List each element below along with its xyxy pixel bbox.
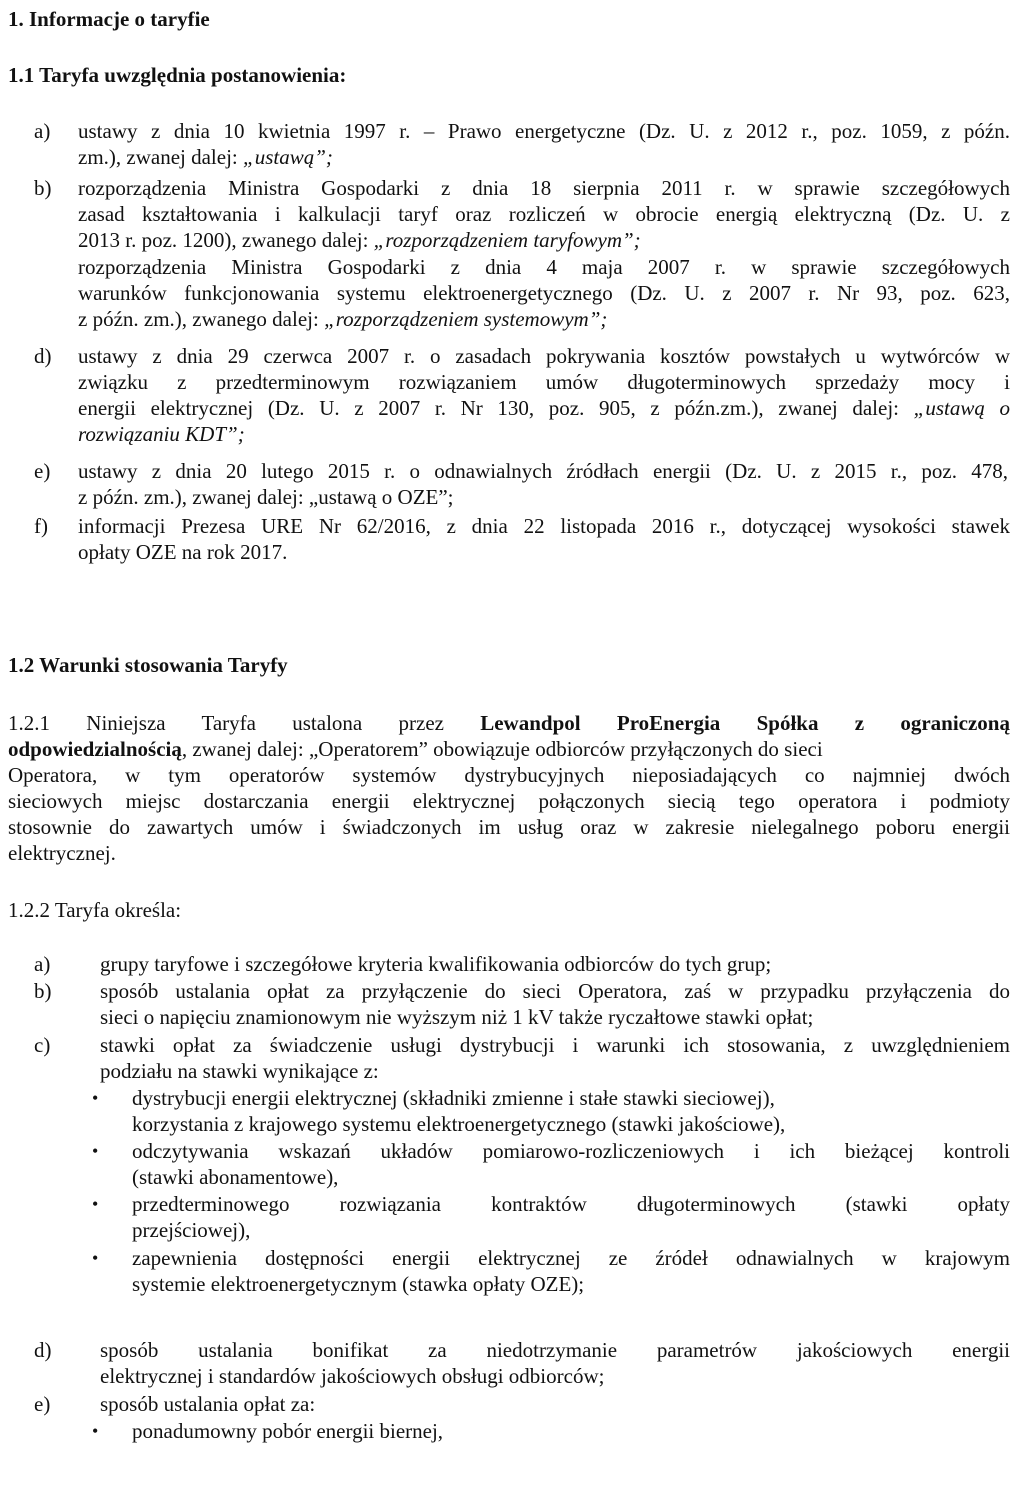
list-marker: b)	[34, 176, 52, 200]
bullet-line: przedterminowego rozwiązania kontraktów długoterminowych (stawki opłaty	[132, 1192, 1010, 1216]
paragraph-line: sieciowych miejsc dostarczania energii elektrycznej połączonych siecią tego operatora i podmioty	[8, 789, 1010, 813]
list-item-line: energii elektrycznej (Dz. U. z 2007 r. Nr 130, poz. 905, z późn.zm.), zwanej dalej: „ustawą o	[78, 396, 1010, 420]
list-item-line: ustawy z dnia 20 lutego 2015 r. o odnawialnych źródłach energii (Dz. U. z 2015 r., poz. 478,	[78, 459, 1008, 483]
bullet-line: systemie elektroenergetycznym (stawka opłaty OZE);	[132, 1272, 585, 1296]
bullet-icon: •	[92, 1088, 99, 1108]
defined-term: „rozporządzeniem taryfowym”;	[373, 228, 641, 252]
bullet-line: (stawki abonamentowe),	[132, 1165, 339, 1189]
bullet-line: korzystania z krajowego systemu elektroenergetycznego (stawki jakościowe),	[132, 1112, 786, 1136]
defined-term: „ustawą o	[913, 396, 1010, 420]
bullet-icon: •	[92, 1194, 99, 1214]
list-item-line: grupy taryfowe i szczegółowe kryteria kwalifikowania odbiorców do tych grup;	[100, 952, 772, 976]
bullet-icon: •	[92, 1248, 99, 1268]
operator-name: Lewandpol ProEnergia Spółka z ograniczoną	[480, 711, 1010, 735]
defined-term: „rozporządzeniem systemowym”;	[324, 307, 608, 331]
list-item-line: ustawy z dnia 29 czerwca 2007 r. o zasadach pokrywania kosztów powstałych u wytwórców w	[78, 344, 1010, 368]
list-item-line: z późn. zm.), zwanego dalej: „rozporządzeniem systemowym”;	[78, 307, 608, 331]
list-item-line: sieci o napięciu znamionowym nie wyższym niż 1 kV także ryczałtowe stawki opłat;	[100, 1005, 814, 1029]
list-item-line: rozporządzenia Ministra Gospodarki z dnia 4 maja 2007 r. w sprawie szczegółowych	[78, 255, 1010, 279]
list-item-line: 2013 r. poz. 1200), zwanego dalej: „rozporządzeniem taryfowym”;	[78, 228, 641, 252]
list-item-line: związku z przedterminowym rozwiązaniem umów długoterminowych sprzedaży mocy i	[78, 370, 1010, 394]
section-heading-1: 1. Informacje o taryfie	[8, 7, 210, 31]
list-marker: f)	[34, 514, 48, 538]
paragraph-lead: 1.2.2 Taryfa określa:	[8, 898, 182, 922]
section-heading-1-2: 1.2 Warunki stosowania Taryfy	[8, 653, 288, 677]
operator-name-cont: odpowiedzialnością	[8, 737, 182, 761]
list-item-line: informacji Prezesa URE Nr 62/2016, z dnia 22 listopada 2016 r., dotyczącej wysokości stawek	[78, 514, 1010, 538]
list-item-line: sposób ustalania opłat za przyłączenie do sieci Operatora, zaś w przypadku przyłączenia do	[100, 979, 1010, 1003]
paragraph-line: Operatora, w tym operatorów systemów dystrybucyjnych nieposiadających co najmniej dwóch	[8, 763, 1010, 787]
list-item-line: rozwiązaniu KDT”;	[78, 422, 245, 446]
list-item-line: sposób ustalania opłat za:	[100, 1392, 316, 1416]
list-marker: e)	[34, 459, 51, 483]
list-marker: d)	[34, 344, 52, 368]
bullet-line: odczytywania wskazań układów pomiarowo-rozliczeniowych i ich bieżącej kontroli	[132, 1139, 1010, 1163]
bullet-line: ponadumowny pobór energii biernej,	[132, 1419, 444, 1443]
defined-term: „ustawą”;	[243, 145, 333, 169]
list-marker: a)	[34, 119, 51, 143]
paragraph-line: odpowiedzialnością, zwanej dalej: „Operatorem” obowiązuje odbiorców przyłączonych do sieci	[8, 737, 823, 761]
list-item-line: elektrycznej i standardów jakościowych obsługi odbiorców;	[100, 1364, 605, 1388]
section-heading-1-1: 1.1 Taryfa uwzględnia postanowienia:	[8, 63, 347, 87]
list-item-line: opłaty OZE na rok 2017.	[78, 540, 288, 564]
list-marker: d)	[34, 1338, 52, 1362]
list-marker: c)	[34, 1033, 51, 1057]
paragraph-line: stosownie do zawartych umów i świadczonych im usług oraz w zakresie nielegalnego poboru energii	[8, 815, 1010, 839]
list-item-line: z późn. zm.), zwanej dalej: „ustawą o OZE”;	[78, 485, 454, 509]
list-item-line: sposób ustalania bonifikat za niedotrzymanie parametrów jakościowych energii	[100, 1338, 1010, 1362]
list-item-line: rozporządzenia Ministra Gospodarki z dnia 18 sierpnia 2011 r. w sprawie szczegółowych	[78, 176, 1010, 200]
paragraph-line: elektrycznej.	[8, 841, 116, 865]
list-marker: b)	[34, 979, 52, 1003]
list-item-line: ustawy z dnia 10 kwietnia 1997 r. – Prawo energetyczne (Dz. U. z 2012 r., poz. 1059, z późn.	[78, 119, 1010, 143]
list-item-line: zasad kształtowania i kalkulacji taryf oraz rozliczeń w obrocie energią elektryczną (Dz. U. z	[78, 202, 1010, 226]
bullet-line: przejściowej),	[132, 1218, 251, 1242]
list-marker: e)	[34, 1392, 51, 1416]
list-item-line: podziału na stawki wynikające z:	[100, 1059, 379, 1083]
list-item-line: zm.), zwanej dalej: „ustawą”;	[78, 145, 333, 169]
list-marker: a)	[34, 952, 51, 976]
bullet-line: dystrybucji energii elektrycznej (składniki zmienne i stałe stawki sieciowej),	[132, 1086, 775, 1110]
paragraph-line: 1.2.1 Niniejsza Taryfa ustalona przez Lewandpol ProEnergia Spółka z ograniczoną	[8, 711, 1010, 735]
bullet-icon: •	[92, 1421, 99, 1441]
list-item-line: warunków funkcjonowania systemu elektroenergetycznego (Dz. U. z 2007 r. Nr 93, poz. 623,	[78, 281, 1010, 305]
bullet-icon: •	[92, 1141, 99, 1161]
bullet-line: zapewnienia dostępności energii elektrycznej ze źródeł odnawialnych w krajowym	[132, 1246, 1010, 1270]
list-item-line: stawki opłat za świadczenie usługi dystrybucji i warunki ich stosowania, z uwzględnieniem	[100, 1033, 1010, 1057]
